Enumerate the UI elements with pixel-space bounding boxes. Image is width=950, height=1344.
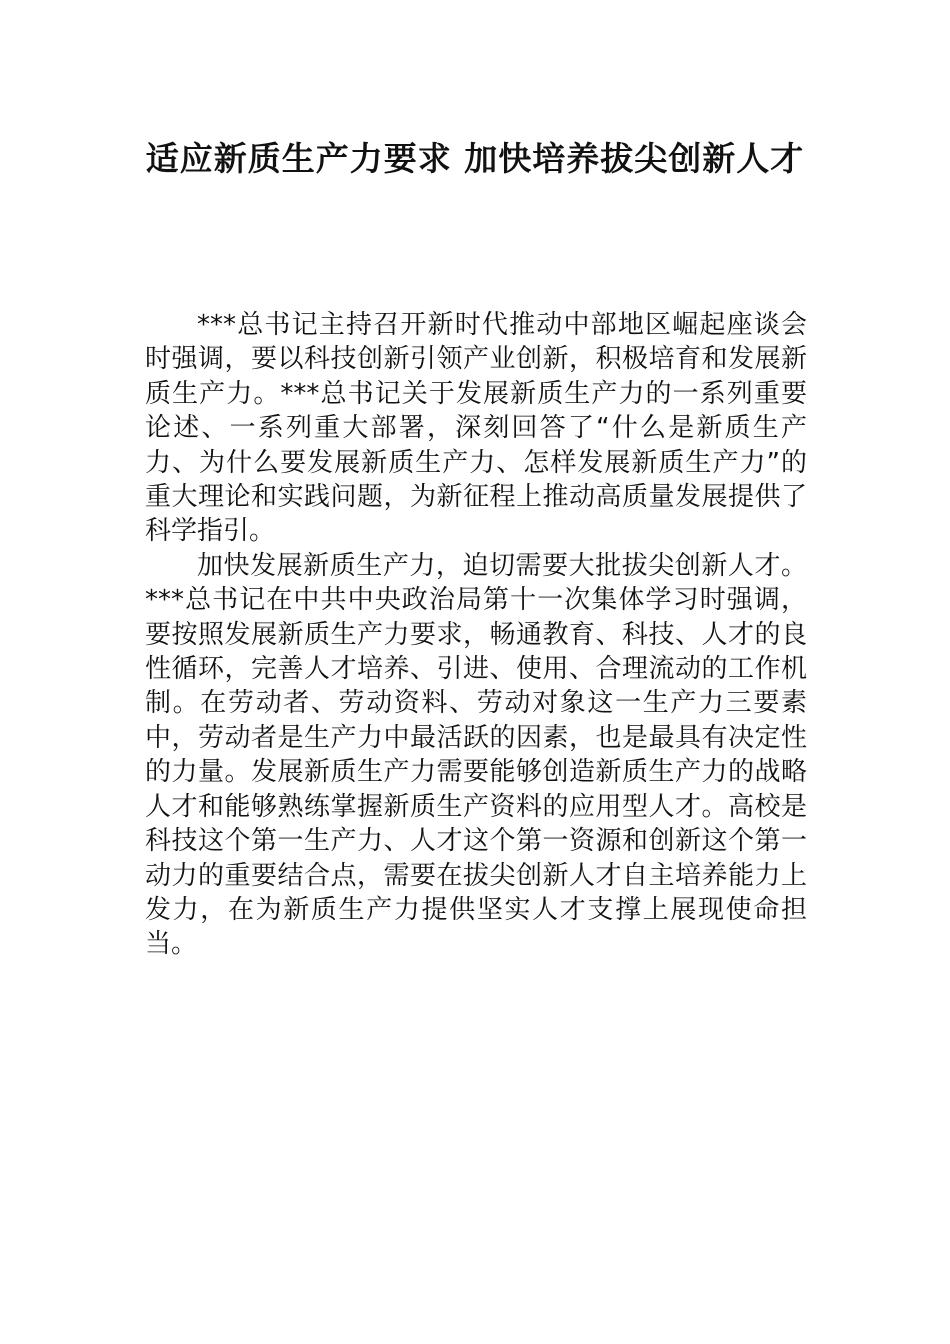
document-title: 适应新质生产力要求 加快培养拔尖创新人才 <box>145 139 805 178</box>
paragraph-2: 加快发展新质生产力，迫切需要大批拔尖创新人才。***总书记在中共中央政治局第十一次集体学习时强调，要按照发展新质生产力要求，畅通教育、科技、人才的良性循环，完善人才培养、引进、使用、合理流动的工作机制。在劳动者、劳动资料、劳动对象这一生产力三要素中，劳动者是生产力中最活跃的因素，也是最具有决定性的力量。发展新质生产力需要能够创造新质生产力的战略人才和能够熟练掌握新质生产资料的应用型人才。高校是科技这个第一生产力、人才这个第一资源和创新这个第一动力的重要结合点，需要在拔尖创新人才自主培养能力上发力，在为新质生产力提供坚实人才支撑上展现使命担当。 <box>145 550 807 960</box>
document-body <box>145 308 807 962</box>
paragraph-1: ***总书记主持召开新时代推动中部地区崛起座谈会时强调，要以科技创新引领产业创新，积极培育和发展新质生产力。***总书记关于发展新质生产力的一系列重要论述、一系列重大部署，深刻回答了“什么是新质生产力、为什么要发展新质生产力、怎样发展新质生产力”的重大理论和实践问题，为新征程上推动高质量发展提供了科学指引。 <box>145 310 807 547</box>
